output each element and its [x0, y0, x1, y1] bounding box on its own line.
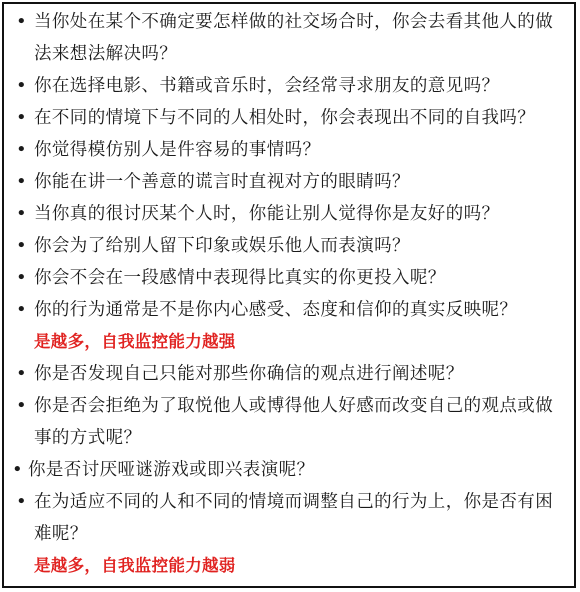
- list-item-text: 你是否会拒绝为了取悦他人或博得他人好感而改变自己的观点或做事的方式呢？: [34, 396, 554, 448]
- list-item: [14, 390, 570, 454]
- list-item: [14, 262, 570, 294]
- bullet-icon: •: [16, 235, 28, 256]
- summary-strong: 是越多，自我监控能力越强: [34, 332, 236, 351]
- question-list: [14, 6, 570, 582]
- bullet-icon: •: [12, 459, 24, 480]
- list-item-text: 你是否发现自己只能对那些你确信的观点进行阐述呢？: [34, 364, 464, 384]
- bullet-icon: •: [16, 363, 28, 384]
- list-item-text: 当你真的很讨厌某个人时，你能让别人觉得你是友好的吗？: [34, 204, 500, 224]
- bullet-icon: •: [16, 203, 28, 224]
- bullet-icon: •: [16, 395, 28, 416]
- summary-weak: 是越多，自我监控能力越弱: [34, 556, 236, 575]
- bullet-icon: •: [16, 299, 28, 320]
- list-item: [14, 6, 570, 70]
- list-item: [14, 70, 570, 102]
- bullet-icon: •: [16, 267, 28, 288]
- bullet-icon: •: [16, 11, 28, 32]
- bullet-icon: •: [16, 491, 28, 512]
- list-item-text: 你的行为通常是不是你内心感受、态度和信仰的真实反映呢？: [34, 300, 518, 320]
- list-item-text: 在不同的情境下与不同的人相处时，你会表现出不同的自我吗？: [34, 108, 536, 128]
- bullet-icon: •: [16, 107, 28, 128]
- list-item: [14, 294, 570, 326]
- list-item-text: 当你处在某个不确定要怎样做的社交场合时，你会去看其他人的做法来想法解决吗？: [34, 12, 554, 64]
- list-item: [14, 454, 570, 486]
- list-item-text: 你觉得模仿别人是件容易的事情吗？: [34, 140, 321, 160]
- list-item-text: 你是否讨厌哑谜游戏或即兴表演呢？: [28, 460, 315, 480]
- list-item: [14, 102, 570, 134]
- list-item-text: 你能在讲一个善意的谎言时直视对方的眼睛吗？: [34, 172, 410, 192]
- list-item: [14, 166, 570, 198]
- list-item-text: 你会不会在一段感情中表现得比真实的你更投入呢？: [34, 268, 446, 288]
- list-item: [14, 134, 570, 166]
- bullet-icon: •: [16, 75, 28, 96]
- list-item-text: 你在选择电影、书籍或音乐时，会经常寻求朋友的意见吗？: [34, 76, 500, 96]
- list-item-text: 在为适应不同的人和不同的情境而调整自己的行为上，你是否有困难呢？: [34, 492, 554, 544]
- bullet-icon: •: [16, 171, 28, 192]
- list-item: [14, 230, 570, 262]
- list-item: [14, 486, 570, 550]
- list-item: [14, 198, 570, 230]
- list-item-text: 你会为了给别人留下印象或娱乐他人而表演吗？: [34, 236, 410, 256]
- question-list-frame: [2, 2, 576, 588]
- list-item: [14, 358, 570, 390]
- bullet-icon: •: [16, 139, 28, 160]
